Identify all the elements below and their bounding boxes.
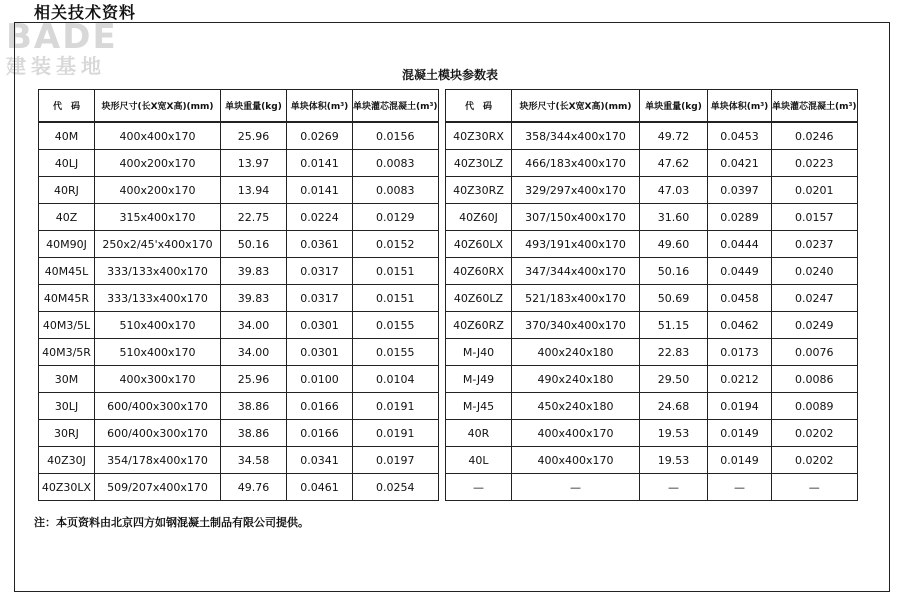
cell-grout: 0.0104 — [353, 366, 439, 393]
cell-size: 493/191x400x170 — [512, 231, 640, 258]
cell-weight: 51.15 — [640, 312, 708, 339]
cell-code: 40M3/5R — [39, 339, 95, 366]
cell-code: 40LJ — [39, 150, 95, 177]
col-header-volume: 单块体积(m³) — [287, 90, 353, 123]
cell-grout: 0.0089 — [772, 393, 858, 420]
table-row — [446, 420, 858, 447]
cell-volume: 0.0166 — [287, 393, 353, 420]
parameter-table-left — [38, 89, 439, 501]
cell-code: 40M — [39, 122, 95, 150]
cell-grout: 0.0202 — [772, 447, 858, 474]
cell-weight: 19.53 — [640, 420, 708, 447]
table-row — [39, 258, 439, 285]
logo-subtitle: 建装基地 — [6, 54, 106, 78]
table-row — [446, 312, 858, 339]
cell-grout: 0.0076 — [772, 339, 858, 366]
table-body-left — [39, 122, 439, 501]
cell-volume: 0.0166 — [287, 420, 353, 447]
cell-code: 40Z30LZ — [446, 150, 512, 177]
col-header-volume: 单块体积(m³) — [708, 90, 772, 123]
cell-volume: 0.0224 — [287, 204, 353, 231]
logo-wordmark: BADE — [6, 17, 118, 57]
cell-weight: 49.72 — [640, 122, 708, 150]
cell-code: 40R — [446, 420, 512, 447]
cell-volume: 0.0361 — [287, 231, 353, 258]
cell-code: 40Z30J — [39, 447, 95, 474]
cell-code: 40Z60J — [446, 204, 512, 231]
cell-weight: 25.96 — [221, 366, 287, 393]
cell-size: 358/344x400x170 — [512, 122, 640, 150]
cell-size: 250x2/45'x400x170 — [95, 231, 221, 258]
cell-grout: 0.0083 — [353, 177, 439, 204]
cell-size: 509/207x400x170 — [95, 474, 221, 501]
cell-code: M-J40 — [446, 339, 512, 366]
cell-grout: 0.0086 — [772, 366, 858, 393]
cell-grout: 0.0249 — [772, 312, 858, 339]
cell-weight: 19.53 — [640, 447, 708, 474]
cell-size: 400x400x170 — [512, 420, 640, 447]
cell-volume: 0.0453 — [708, 122, 772, 150]
cell-code: 40Z60RZ — [446, 312, 512, 339]
table-row — [446, 122, 858, 150]
cell-weight: 25.96 — [221, 122, 287, 150]
table-row — [446, 474, 858, 501]
cell-volume: 0.0458 — [708, 285, 772, 312]
cell-size: 400x240x180 — [512, 339, 640, 366]
table-row — [39, 393, 439, 420]
cell-grout: 0.0151 — [353, 285, 439, 312]
cell-grout: 0.0157 — [772, 204, 858, 231]
table-row — [446, 258, 858, 285]
cell-weight: 50.16 — [221, 231, 287, 258]
cell-grout: 0.0191 — [353, 393, 439, 420]
cell-code: 40Z60LZ — [446, 285, 512, 312]
cell-grout: 0.0254 — [353, 474, 439, 501]
table-row — [446, 231, 858, 258]
cell-weight: 13.94 — [221, 177, 287, 204]
cell-code: — — [446, 474, 512, 501]
table-row — [446, 393, 858, 420]
table-row — [39, 447, 439, 474]
cell-size: 307/150x400x170 — [512, 204, 640, 231]
cell-grout: 0.0240 — [772, 258, 858, 285]
cell-volume: 0.0289 — [708, 204, 772, 231]
cell-grout: 0.0197 — [353, 447, 439, 474]
col-header-grout: 单块灌芯混凝土(m³) — [353, 90, 439, 123]
cell-grout: — — [772, 474, 858, 501]
cell-size: 370/340x400x170 — [512, 312, 640, 339]
cell-grout: 0.0223 — [772, 150, 858, 177]
cell-weight: 49.76 — [221, 474, 287, 501]
cell-grout: 0.0246 — [772, 122, 858, 150]
table-row — [39, 312, 439, 339]
cell-volume: 0.0212 — [708, 366, 772, 393]
cell-code: 40RJ — [39, 177, 95, 204]
cell-size: 347/344x400x170 — [512, 258, 640, 285]
cell-size: 510x400x170 — [95, 339, 221, 366]
cell-weight: 39.83 — [221, 285, 287, 312]
table-body-right — [446, 122, 858, 501]
cell-size: 333/133x400x170 — [95, 258, 221, 285]
cell-volume: 0.0421 — [708, 150, 772, 177]
footnote: 注：本页资料由北京四方如钢混凝土制品有限公司提供。 — [34, 516, 309, 529]
table-row — [39, 122, 439, 150]
cell-size: 400x200x170 — [95, 150, 221, 177]
cell-code: M-J49 — [446, 366, 512, 393]
cell-size: 329/297x400x170 — [512, 177, 640, 204]
cell-code: 40M90J — [39, 231, 95, 258]
table-row — [39, 204, 439, 231]
cell-volume: 0.0301 — [287, 312, 353, 339]
cell-size: 400x200x170 — [95, 177, 221, 204]
cell-code: 40Z30LX — [39, 474, 95, 501]
cell-size: 450x240x180 — [512, 393, 640, 420]
cell-volume: 0.0141 — [287, 177, 353, 204]
table-row — [39, 366, 439, 393]
cell-code: 40Z60RX — [446, 258, 512, 285]
cell-volume: 0.0141 — [287, 150, 353, 177]
cell-volume: 0.0444 — [708, 231, 772, 258]
table-row — [446, 150, 858, 177]
cell-code: 30M — [39, 366, 95, 393]
cell-weight: 47.03 — [640, 177, 708, 204]
table-row — [446, 285, 858, 312]
cell-grout: 0.0151 — [353, 258, 439, 285]
cell-code: 40M3/5L — [39, 312, 95, 339]
cell-code: 30RJ — [39, 420, 95, 447]
parameter-table-right — [445, 89, 858, 501]
cell-weight: 34.58 — [221, 447, 287, 474]
cell-weight: 34.00 — [221, 312, 287, 339]
cell-grout: 0.0247 — [772, 285, 858, 312]
table-row — [39, 231, 439, 258]
cell-weight: — — [640, 474, 708, 501]
cell-weight: 47.62 — [640, 150, 708, 177]
table-row — [446, 447, 858, 474]
cell-code: 40Z30RZ — [446, 177, 512, 204]
cell-size: 400x400x170 — [95, 122, 221, 150]
col-header-size: 块形尺寸(长X宽X高)(mm) — [95, 90, 221, 123]
cell-size: 600/400x300x170 — [95, 393, 221, 420]
cell-grout: 0.0152 — [353, 231, 439, 258]
cell-weight: 50.16 — [640, 258, 708, 285]
table-row — [446, 339, 858, 366]
cell-size: 354/178x400x170 — [95, 447, 221, 474]
table-title: 混凝土模块参数表 — [401, 68, 498, 82]
table-row — [39, 285, 439, 312]
cell-volume: 0.0462 — [708, 312, 772, 339]
cell-volume: — — [708, 474, 772, 501]
cell-weight: 38.86 — [221, 393, 287, 420]
cell-weight: 49.60 — [640, 231, 708, 258]
cell-code: 40Z — [39, 204, 95, 231]
col-header-weight: 单块重量(kg) — [640, 90, 708, 123]
cell-weight: 39.83 — [221, 258, 287, 285]
table-row — [446, 366, 858, 393]
cell-grout: 0.0129 — [353, 204, 439, 231]
cell-weight: 38.86 — [221, 420, 287, 447]
cell-code: 40Z60LX — [446, 231, 512, 258]
cell-weight: 13.97 — [221, 150, 287, 177]
cell-grout: 0.0237 — [772, 231, 858, 258]
cell-volume: 0.0301 — [287, 339, 353, 366]
cell-grout: 0.0155 — [353, 312, 439, 339]
col-header-code: 代 码 — [39, 90, 95, 123]
cell-grout: 0.0191 — [353, 420, 439, 447]
cell-grout: 0.0202 — [772, 420, 858, 447]
table-row — [39, 339, 439, 366]
cell-grout: 0.0201 — [772, 177, 858, 204]
cell-grout: 0.0155 — [353, 339, 439, 366]
cell-grout: 0.0156 — [353, 122, 439, 150]
cell-volume: 0.0149 — [708, 420, 772, 447]
table-header-row — [446, 90, 858, 123]
cell-size: 521/183x400x170 — [512, 285, 640, 312]
cell-weight: 50.69 — [640, 285, 708, 312]
cell-volume: 0.0269 — [287, 122, 353, 150]
cell-volume: 0.0149 — [708, 447, 772, 474]
cell-size: 466/183x400x170 — [512, 150, 640, 177]
cell-size: 400x300x170 — [95, 366, 221, 393]
table-row — [39, 420, 439, 447]
cell-size: — — [512, 474, 640, 501]
table-header-row — [39, 90, 439, 123]
cell-size: 490x240x180 — [512, 366, 640, 393]
table-row — [39, 177, 439, 204]
cell-weight: 22.75 — [221, 204, 287, 231]
page-header-title: 相关技术资料 — [34, 3, 137, 22]
cell-weight: 29.50 — [640, 366, 708, 393]
cell-volume: 0.0100 — [287, 366, 353, 393]
cell-volume: 0.0317 — [287, 285, 353, 312]
col-header-weight: 单块重量(kg) — [221, 90, 287, 123]
table-row — [446, 177, 858, 204]
cell-volume: 0.0397 — [708, 177, 772, 204]
cell-volume: 0.0173 — [708, 339, 772, 366]
cell-volume: 0.0461 — [287, 474, 353, 501]
cell-code: M-J45 — [446, 393, 512, 420]
cell-size: 510x400x170 — [95, 312, 221, 339]
cell-volume: 0.0194 — [708, 393, 772, 420]
cell-code: 40M45L — [39, 258, 95, 285]
cell-weight: 34.00 — [221, 339, 287, 366]
col-header-grout: 单块灌芯混凝土(m³) — [772, 90, 858, 123]
cell-size: 333/133x400x170 — [95, 285, 221, 312]
cell-volume: 0.0341 — [287, 447, 353, 474]
table-row — [446, 204, 858, 231]
cell-code: 40M45R — [39, 285, 95, 312]
cell-weight: 31.60 — [640, 204, 708, 231]
cell-volume: 0.0317 — [287, 258, 353, 285]
col-header-size: 块形尺寸(长X宽X高)(mm) — [512, 90, 640, 123]
cell-volume: 0.0449 — [708, 258, 772, 285]
col-header-code: 代 码 — [446, 90, 512, 123]
cell-size: 600/400x300x170 — [95, 420, 221, 447]
table-row — [39, 150, 439, 177]
cell-size: 315x400x170 — [95, 204, 221, 231]
cell-grout: 0.0083 — [353, 150, 439, 177]
cell-size: 400x400x170 — [512, 447, 640, 474]
cell-code: 40L — [446, 447, 512, 474]
cell-code: 40Z30RX — [446, 122, 512, 150]
table-row — [39, 474, 439, 501]
cell-weight: 24.68 — [640, 393, 708, 420]
cell-weight: 22.83 — [640, 339, 708, 366]
cell-code: 30LJ — [39, 393, 95, 420]
